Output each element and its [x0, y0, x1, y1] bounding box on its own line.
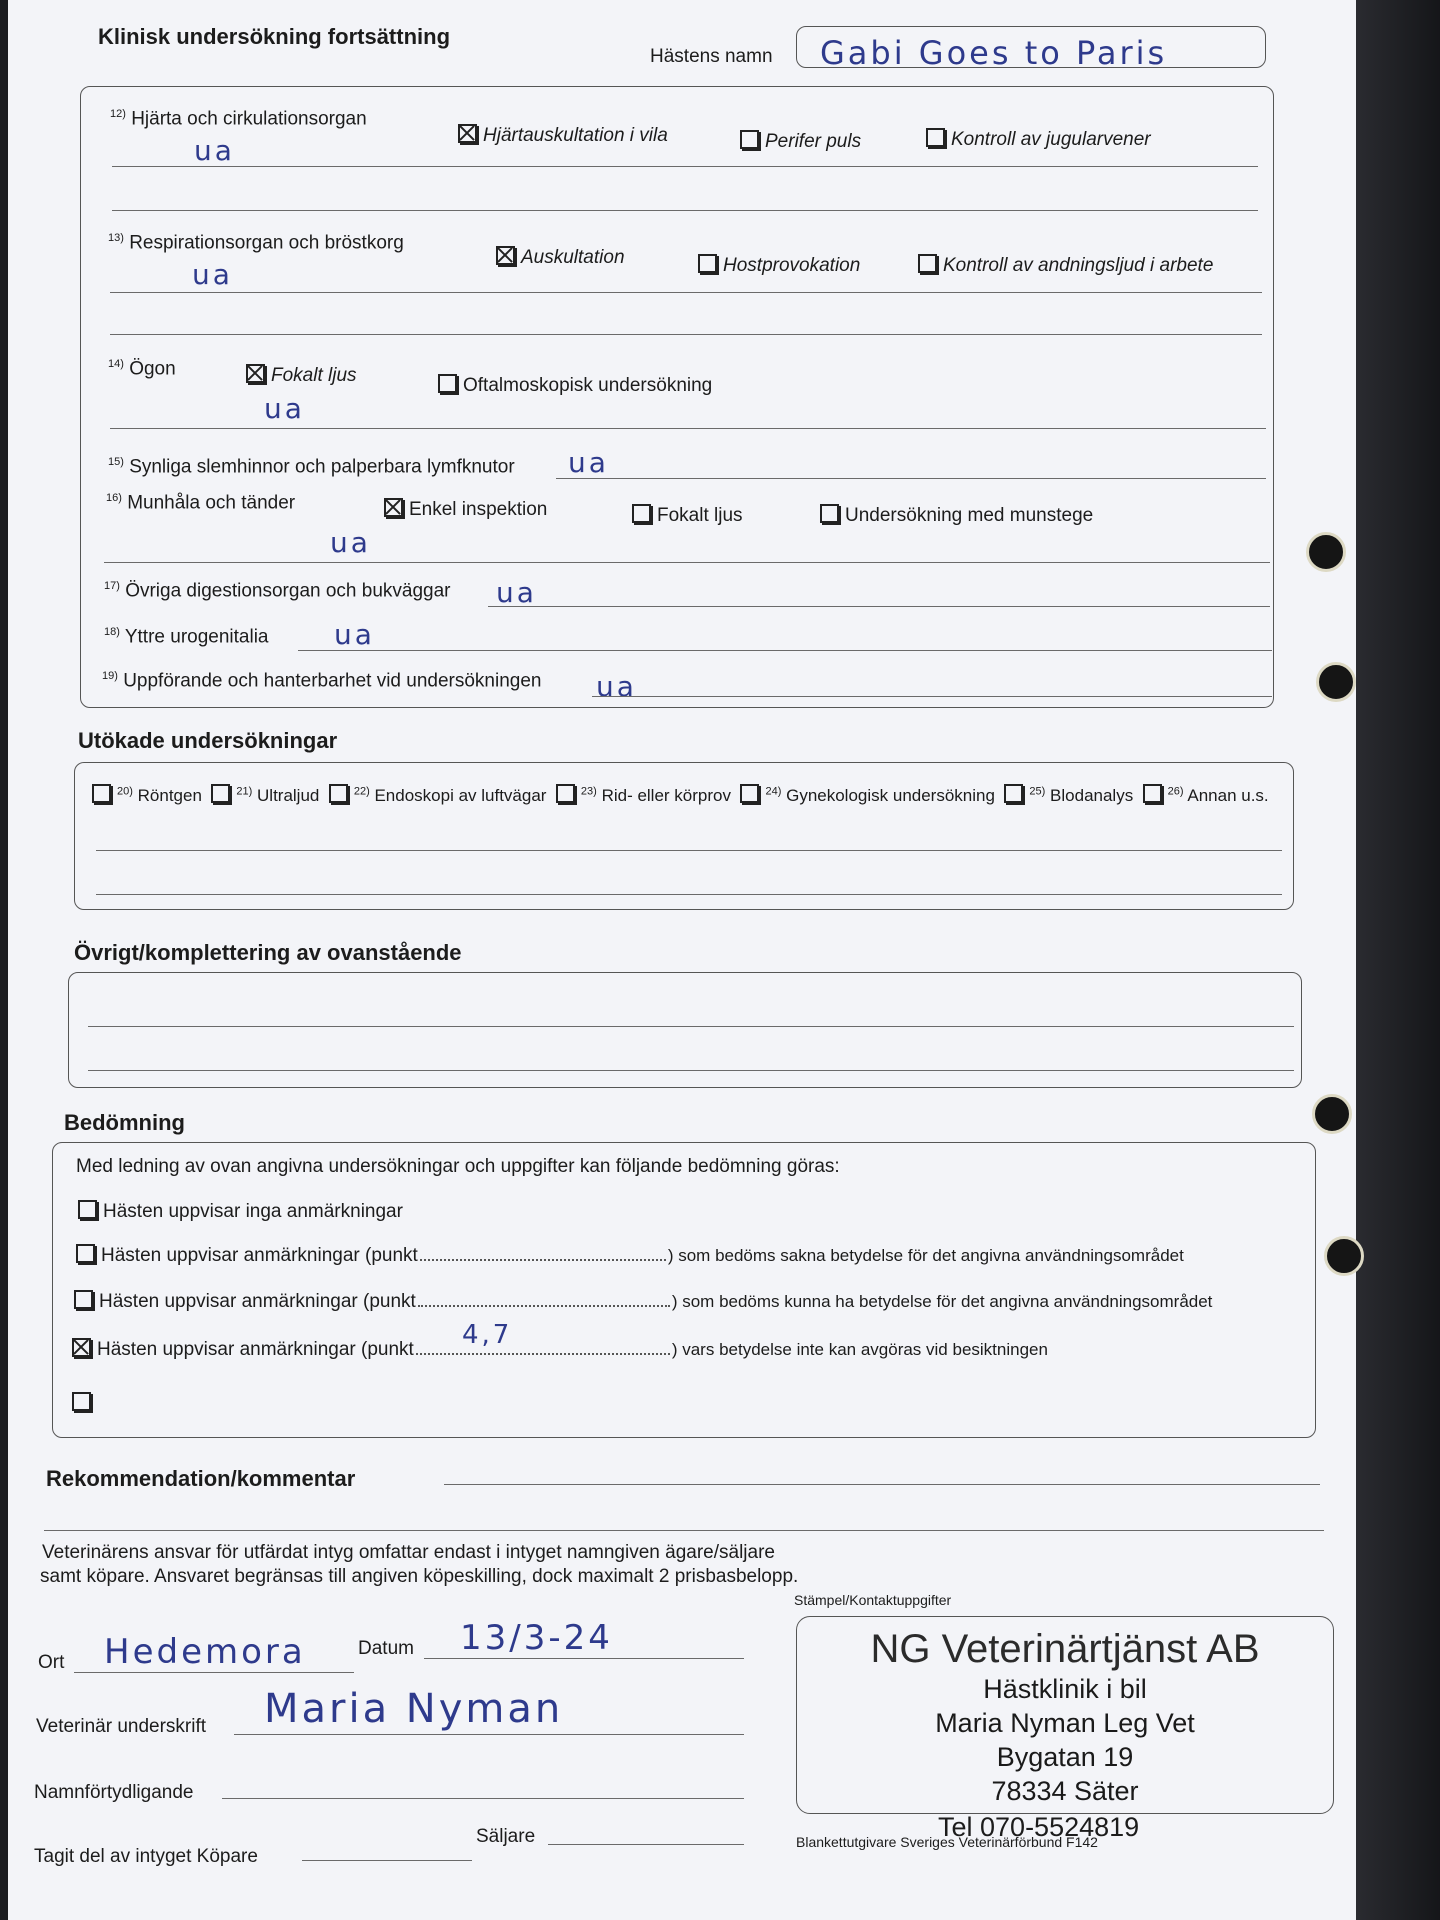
item-19-label: $^{19)}$ Uppförande och hanterbarhet vid undersökningen: [102, 670, 542, 692]
seller-label: Säljare: [476, 1826, 536, 1847]
checkbox-icon: [740, 784, 759, 803]
item-16-value: ua: [330, 526, 371, 559]
extended-line-1: [96, 850, 1282, 851]
extended-opt-20[interactable]: $^{20)}$ Röntgen: [92, 786, 202, 805]
item-19-value: ua: [596, 670, 637, 703]
stamp-line-4: Bygatan 19: [996, 1742, 1134, 1772]
recommendation-line-2: [44, 1530, 1324, 1531]
item-12-line: [112, 166, 1258, 167]
item-13-value: ua: [192, 258, 233, 291]
item-18-value: ua: [334, 618, 375, 651]
assessment-title: Bedömning: [64, 1110, 185, 1135]
stamp-line-3: Maria Nyman Leg Vet: [935, 1708, 1195, 1738]
item-19-line: [592, 696, 1272, 697]
recommendation-title: Rekommendation/kommentar: [46, 1466, 356, 1491]
stamp-phone: Tel 070-5524819: [938, 1812, 1140, 1842]
assessment-intro: Med ledning av ovan angivna undersökningar och uppgifter kan följande bedömning göras:: [76, 1156, 840, 1177]
checkbox-icon: [74, 1290, 93, 1309]
buyer-label: Tagit del av intyget Köpare: [34, 1846, 258, 1867]
item-17-value: ua: [496, 576, 537, 609]
liability-line-1: Veterinärens ansvar för utfärdat intyg omfattar endast i intyget namngiven ägare/säljare: [42, 1542, 775, 1563]
extended-opt-23[interactable]: $^{23)}$ Rid- eller körprov: [556, 786, 731, 805]
stamp-line-2: Hästklinik i bil: [983, 1674, 1147, 1704]
item-13-line: [110, 292, 1262, 293]
item-15-label: $^{15)}$ Synliga slemhinnor och palperbara lymfknutor: [108, 456, 515, 478]
vet-signature-line: [234, 1734, 744, 1735]
horse-name-value: Gabi Goes to Paris: [820, 34, 1168, 72]
punch-hole: [1306, 532, 1346, 572]
extended-opt-24[interactable]: $^{24)}$ Gynekologisk undersökning: [740, 786, 995, 805]
liability-line-2: samt köpare. Ansvaret begränsas till angiven köpeskilling, dock maximalt 2 prisbasbelopp.: [40, 1566, 799, 1587]
page-title: Klinisk undersökning fortsättning: [98, 24, 451, 49]
checkbox-icon: [246, 364, 265, 383]
stamp-box: [796, 1616, 1334, 1814]
item-15-line: [556, 478, 1266, 479]
stamp-line-5: 78334 Säter: [991, 1776, 1139, 1806]
item-18-label: $^{18)}$ Yttre urogenitalia: [104, 626, 269, 648]
checkbox-icon: [496, 246, 515, 265]
other-title: Övrigt/komplettering av ovanstående: [74, 940, 462, 965]
assessment-opt-3[interactable]: Hästen uppvisar anmärkningar (punkt ) som bedöms kunna ha betydelse för det angivna användningsområdet: [74, 1290, 1212, 1313]
checkbox-icon: [76, 1244, 95, 1263]
extended-title: Utökade undersökningar: [78, 728, 338, 753]
datum-value: 13/3-24: [460, 1618, 613, 1658]
datum-line: [424, 1658, 744, 1659]
punch-hole: [1324, 1236, 1364, 1276]
item-12-check-3[interactable]: Kontroll av jugularvener: [926, 128, 1151, 151]
other-line-1: [88, 1026, 1294, 1027]
item-14-line: [110, 428, 1266, 429]
datum-label: Datum: [358, 1638, 414, 1659]
checkbox-icon: [740, 130, 759, 149]
item-14-label: $^{14)}$ Ögon: [108, 358, 176, 380]
item-16-check-2[interactable]: Fokalt ljus: [632, 504, 743, 527]
checkbox-icon: [926, 128, 945, 147]
checkbox-icon: [329, 784, 348, 803]
stamp-company: NG Veterinärtjänst AB: [870, 1627, 1260, 1671]
checkbox-icon: [458, 124, 477, 143]
name-clarification-line: [222, 1798, 744, 1799]
binder-background: [1356, 0, 1440, 1920]
ort-value: Hedemora: [104, 1632, 306, 1672]
checkbox-icon: [632, 504, 651, 523]
buyer-line: [302, 1860, 472, 1861]
opt-2-point-field[interactable]: [420, 1259, 666, 1261]
extended-opt-26[interactable]: $^{26)}$ Annan u.s.: [1143, 786, 1269, 805]
checkbox-icon: [211, 784, 230, 803]
item-18-line: [298, 650, 1272, 651]
seller-line: [548, 1844, 744, 1845]
item-16-label: $^{16)}$ Munhåla och tänder: [106, 492, 296, 514]
extended-opt-21[interactable]: $^{21)}$ Ultraljud: [211, 786, 319, 805]
item-13-check-1[interactable]: Auskultation: [496, 246, 625, 269]
item-17-label: $^{17)}$ Övriga digestionsorgan och bukväggar: [104, 580, 451, 602]
stamp-caption: Stämpel/Kontaktuppgifter: [794, 1592, 952, 1608]
item-17-line: [488, 606, 1270, 607]
checkbox-icon: [438, 374, 457, 393]
checkbox-icon: [72, 1338, 91, 1357]
item-12-label: $^{12)}$ Hjärta och cirkulationsorgan: [110, 108, 367, 130]
item-14-check-2[interactable]: Oftalmoskopisk undersökning: [438, 374, 712, 397]
assessment-opt-1[interactable]: Hästen uppvisar inga anmärkningar: [78, 1200, 403, 1223]
item-13-check-3[interactable]: Kontroll av andningsljud i arbete: [918, 254, 1213, 277]
extended-opt-22[interactable]: $^{22)}$ Endoskopi av luftvägar: [329, 786, 547, 805]
checkbox-icon: [1143, 784, 1162, 803]
recommendation-line-1: [444, 1484, 1320, 1485]
checkbox-icon: [78, 1200, 97, 1219]
item-13-check-2[interactable]: Hostprovokation: [698, 254, 860, 277]
item-13-label: $^{13)}$ Respirationsorgan och bröstkorg: [108, 232, 404, 254]
checkbox-icon: [918, 254, 937, 273]
checkbox-icon: [92, 784, 111, 803]
vet-signature-value: Maria Nyman: [264, 1686, 564, 1732]
assessment-opt-4[interactable]: Hästen uppvisar anmärkningar (punkt ) vars betydelse inte kan avgöras vid besiktningen: [72, 1338, 1048, 1361]
issuer-footer: Blankettutgivare Sveriges Veterinärförbund F142: [796, 1834, 1098, 1850]
item-16-check-3[interactable]: Undersökning med munstege: [820, 504, 1093, 527]
vet-signature-label: Veterinär underskrift: [36, 1716, 207, 1737]
checkbox-icon: [384, 498, 403, 517]
other-line-2: [88, 1070, 1294, 1071]
checkbox-icon: [72, 1392, 91, 1411]
assessment-opt-5[interactable]: [72, 1392, 97, 1415]
clinical-section: [80, 86, 1274, 708]
horse-name-label: Hästens namn: [650, 46, 773, 67]
item-12-line-2: [112, 210, 1258, 211]
item-12-check-2[interactable]: Perifer puls: [740, 130, 861, 153]
item-13-line-2: [110, 334, 1262, 335]
name-clarification-label: Namnförtydligande: [34, 1782, 194, 1803]
item-12-check-1[interactable]: Hjärtauskultation i vila: [458, 124, 668, 147]
checkbox-icon: [1004, 784, 1023, 803]
checkbox-icon: [698, 254, 717, 273]
assessment-opt-2[interactable]: Hästen uppvisar anmärkningar (punkt ) som bedöms sakna betydelse för det angivna användningsområdet: [76, 1244, 1184, 1267]
ort-label: Ort: [38, 1652, 65, 1673]
opt-4-point-value: 4,7: [462, 1320, 513, 1350]
extended-line-2: [96, 894, 1282, 895]
extended-options: [92, 784, 1269, 806]
opt-4-point-field[interactable]: [416, 1353, 670, 1355]
item-16-check-1[interactable]: Enkel inspektion: [384, 498, 547, 521]
punch-hole: [1312, 1094, 1352, 1134]
punch-hole: [1316, 662, 1356, 702]
checkbox-icon: [556, 784, 575, 803]
item-15-value: ua: [568, 446, 609, 479]
ort-line: [74, 1672, 354, 1673]
opt-3-point-field[interactable]: [418, 1305, 670, 1307]
item-12-value: ua: [194, 134, 235, 167]
form-page: [8, 0, 1356, 1920]
checkbox-icon: [820, 504, 839, 523]
item-14-check-1[interactable]: Fokalt ljus: [246, 364, 357, 387]
extended-opt-25[interactable]: $^{25)}$ Blodanalys: [1004, 786, 1133, 805]
item-16-line: [104, 562, 1270, 563]
item-14-value: ua: [264, 392, 305, 425]
